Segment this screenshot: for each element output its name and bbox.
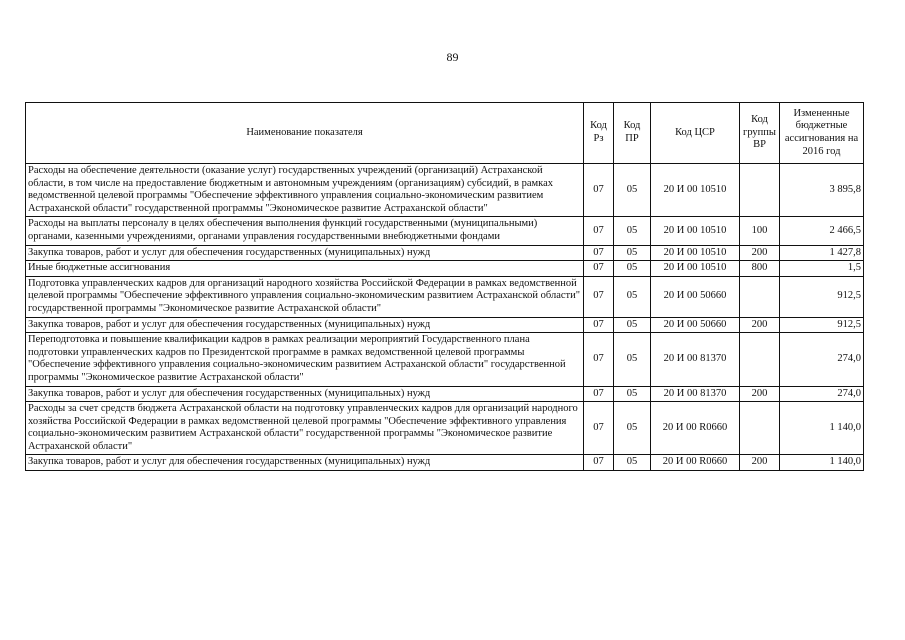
header-rz: Код Рз (584, 103, 614, 164)
row-vr: 200 (740, 317, 780, 333)
row-rz: 07 (584, 333, 614, 386)
row-vr (740, 333, 780, 386)
row-name: Расходы на выплаты персоналу в целях обеспечения выполнения функций государственными (муниципальными) органами, казенными учреждениями, органами управления государственными внебюджетными фондами (26, 217, 584, 245)
row-vr: 200 (740, 245, 780, 261)
table-row (26, 402, 864, 455)
header-pr: Код ПР (614, 103, 651, 164)
row-pr: 05 (614, 386, 651, 402)
row-rz: 07 (584, 276, 614, 317)
budget-table (25, 102, 864, 471)
row-rz: 07 (584, 245, 614, 261)
row-pr: 05 (614, 261, 651, 277)
row-name: Подготовка управленческих кадров для организаций народного хозяйства Российской Федерации в рамках ведомственной целевой программы "Обеспечение эффективного управления социально-экономическим развитием Астраханской области" государственной программы "Экономическое развитие Астраханской области" (26, 276, 584, 317)
table-row (26, 317, 864, 333)
row-name: Закупка товаров, работ и услуг для обеспечения государственных (муниципальных) нужд (26, 386, 584, 402)
header-csr: Код ЦСР (651, 103, 740, 164)
row-pr: 05 (614, 276, 651, 317)
row-name: Переподготовка и повышение квалификации кадров в рамках реализации мероприятий Государственного плана подготовки управленческих кадров по Президентской программе в рамках ведомственной целевой программы "Обеспечение эффективного управления социально-экономическим развитием Астраханской области" государственной программы "Экономическое развитие Астраханской области" (26, 333, 584, 386)
table-header-row (26, 103, 864, 164)
row-rz: 07 (584, 217, 614, 245)
row-csr: 20 И 00 81370 (651, 386, 740, 402)
row-amount: 274,0 (780, 333, 864, 386)
row-name: Расходы за счет средств бюджета Астраханской области на подготовку управленческих кадров для организаций народного хозяйства Российской Федерации в рамках ведомственной целевой программы "Обеспечение эффективного управления социально-экономическим развитием Астраханской области" государственной программы "Экономическое развитие Астраханской области" (26, 402, 584, 455)
row-rz: 07 (584, 164, 614, 217)
row-rz: 07 (584, 455, 614, 471)
row-pr: 05 (614, 402, 651, 455)
row-csr: 20 И 00 81370 (651, 333, 740, 386)
row-pr: 05 (614, 245, 651, 261)
row-pr: 05 (614, 164, 651, 217)
row-csr: 20 И 00 R0660 (651, 455, 740, 471)
table-row (26, 386, 864, 402)
table-row (26, 217, 864, 245)
row-name: Закупка товаров, работ и услуг для обеспечения государственных (муниципальных) нужд (26, 317, 584, 333)
table-row (26, 276, 864, 317)
header-amount: Измененные бюджетные ассигнования на 2016 год (780, 103, 864, 164)
row-name: Иные бюджетные ассигнования (26, 261, 584, 277)
row-amount: 2 466,5 (780, 217, 864, 245)
table-row (26, 164, 864, 217)
row-csr: 20 И 00 10510 (651, 217, 740, 245)
row-vr: 100 (740, 217, 780, 245)
row-pr: 05 (614, 333, 651, 386)
row-amount: 274,0 (780, 386, 864, 402)
row-amount: 1 140,0 (780, 402, 864, 455)
row-csr: 20 И 00 R0660 (651, 402, 740, 455)
page-number: 89 (446, 50, 459, 64)
header-vr: Код группы ВР (740, 103, 780, 164)
header-name: Наименование показателя (26, 103, 584, 164)
row-name: Закупка товаров, работ и услуг для обеспечения государственных (муниципальных) нужд (26, 245, 584, 261)
row-rz: 07 (584, 261, 614, 277)
row-vr: 200 (740, 455, 780, 471)
row-amount: 1,5 (780, 261, 864, 277)
row-amount: 1 140,0 (780, 455, 864, 471)
row-name: Закупка товаров, работ и услуг для обеспечения государственных (муниципальных) нужд (26, 455, 584, 471)
row-pr: 05 (614, 317, 651, 333)
row-csr: 20 И 00 10510 (651, 261, 740, 277)
row-amount: 912,5 (780, 276, 864, 317)
row-csr: 20 И 00 50660 (651, 276, 740, 317)
row-amount: 1 427,8 (780, 245, 864, 261)
row-csr: 20 И 00 10510 (651, 245, 740, 261)
table-row (26, 333, 864, 386)
row-vr (740, 164, 780, 217)
row-rz: 07 (584, 402, 614, 455)
row-vr: 200 (740, 386, 780, 402)
row-rz: 07 (584, 386, 614, 402)
row-vr: 800 (740, 261, 780, 277)
row-amount: 3 895,8 (780, 164, 864, 217)
table-row (26, 455, 864, 471)
row-rz: 07 (584, 317, 614, 333)
row-csr: 20 И 00 10510 (651, 164, 740, 217)
row-pr: 05 (614, 455, 651, 471)
row-vr (740, 402, 780, 455)
row-vr (740, 276, 780, 317)
table-row (26, 245, 864, 261)
row-csr: 20 И 00 50660 (651, 317, 740, 333)
table-row (26, 261, 864, 277)
row-pr: 05 (614, 217, 651, 245)
row-amount: 912,5 (780, 317, 864, 333)
row-name: Расходы на обеспечение деятельности (оказание услуг) государственных учреждений (организаций) Астраханской области, в том числе на предоставление бюджетным и автономным учреждениям (организациям) субсидий, в рамках ведомственной целевой программы "Обеспечение эффективного управления социально-экономическим развитием Астраханской области" государственной программы "Экономическое развитие Астраханской области" (26, 164, 584, 217)
